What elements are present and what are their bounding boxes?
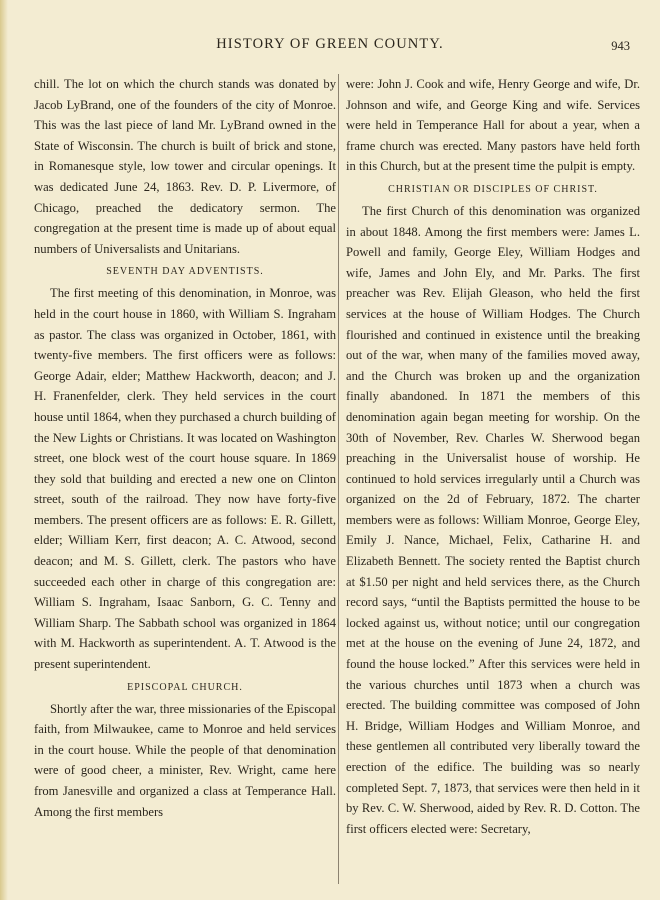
paragraph-seventh-day-adventists: The first meeting of this denomination, in Monroe, was held in the court house in 1860, with William S. Ingraham as pastor. The class was organized in October, 1861, with twenty-five members. The first officers were as follows: George Adair, elder; Matthew Hackworth, deacon; and J. H. Franenfelder, clerk. They held services in the court house until 1864, when they purchased a church building of the New Lights or Christians. It was located on Washington street, one block west of the court house square. In 1869 they sold that building and erected a new one on Clinton street, south of the railroad. They now have forty-five members. The present officers are as follows: E. R. Gillett, elder; William Kerr, first deacon; A. C. Atwood, second deacon; and M. S. Gillett, clerk. The pastors who have succeeded each other in charge of this congregation are: William S. Ingraham, Isaac Sanborn, G. C. Tenny and William Sharp. The Sabbath school was organized in 1864 with M. Hackworth as superintendent. A. T. Atwood is the present superintendent.: [34, 286, 336, 672]
heading-christian-disciples: CHRISTIAN OR DISCIPLES OF CHRIST.: [388, 183, 598, 195]
paragraph-episcopal-church: Shortly after the war, three missionaries of the Episcopal faith, from Milwaukee, came to Monroe and held services in the court house. While the people of that denomination were of good cheer, a minister, Rev. Wright, came here from Janesville and organized a class at Temperance Hall. Among the first members: [34, 701, 336, 819]
left-column: [34, 74, 336, 822]
paragraph-episcopal-continued: were: John J. Cook and wife, Henry George and wife, Dr. Johnson and wife, and George King and wife. Services were held in Temperance Hall for about a year, when a frame church was erected. Many pastors have held forth in this Church, but at the present time the pulpit is empty.: [346, 77, 640, 174]
page-number: 943: [611, 39, 630, 53]
paragraph-christian-disciples: The first Church of this denomination was organized in about 1848. Among the first members were: James L. Powell and family, George Eley, William Hodges and wife, James and John Ely, and Mr. Parks. The first preacher was Rev. Elijah Gleason, who held the first services at the house of William Hodges. The Church flourished and continued in existence until the breaking out of the war, when many of the families moved away, and the Church was broken up and the organization finally abandoned. In 1871 the members of this denomination again began meeting for worship. On the 30th of November, Rev. Charles W. Sherwood began preaching in the Universalist house of worship. He continued to hold services irregularly until a Church was organized on the 2d of February, 1872. The charter members were as follows: William Monroe, George Eley, Emily J. Nance, Michael, Felix, Catharine H. and Elizabeth Bennett. The society rented the Baptist church at $1.50 per night and held services there, as the Church record says, “until the Baptists permitted the house to be locked against us, without notice; until our congregation met at the house on the evening of June 24, 1872, and found the house locked.” After this services were held in the various churches until 1873 when a church was erected. The building committee was composed of John H. Bridge, William Hodges and William Monroe, and these gentlemen all contributed very liberally toward the erection of the edifice. The building was so nearly completed Sept. 7, 1873, that services were then held in it by Rev. C. W. Sherwood, aided by Rev. R. D. Cotton. The first officers elected were: Secretary,: [346, 203, 640, 836]
column-divider: [338, 74, 339, 884]
heading-seventh-day-adventists: SEVENTH DAY ADVENTISTS.: [106, 266, 264, 278]
heading-episcopal-church: EPISCOPAL CHURCH.: [127, 681, 243, 693]
paragraph-universalist-continued: chill. The lot on which the church stands was donated by Jacob LyBrand, one of the founders of the city of Monroe. This was the last piece of land Mr. LyBrand owned in the State of Wisconsin. The church is built of brick and stone, in Romanesque style, low tower and circular openings. It was dedicated June 24, 1863. Rev. D. P. Livermore, of Chicago, preached the dedicatory sermon. The congregation at the present time is made up of about equal numbers of Universalists and Unitarians.: [34, 77, 336, 256]
running-head: [0, 36, 660, 56]
page-edge-shadow: [0, 0, 8, 900]
right-column: [346, 74, 640, 839]
running-title: HISTORY OF GREEN COUNTY.: [216, 36, 444, 52]
